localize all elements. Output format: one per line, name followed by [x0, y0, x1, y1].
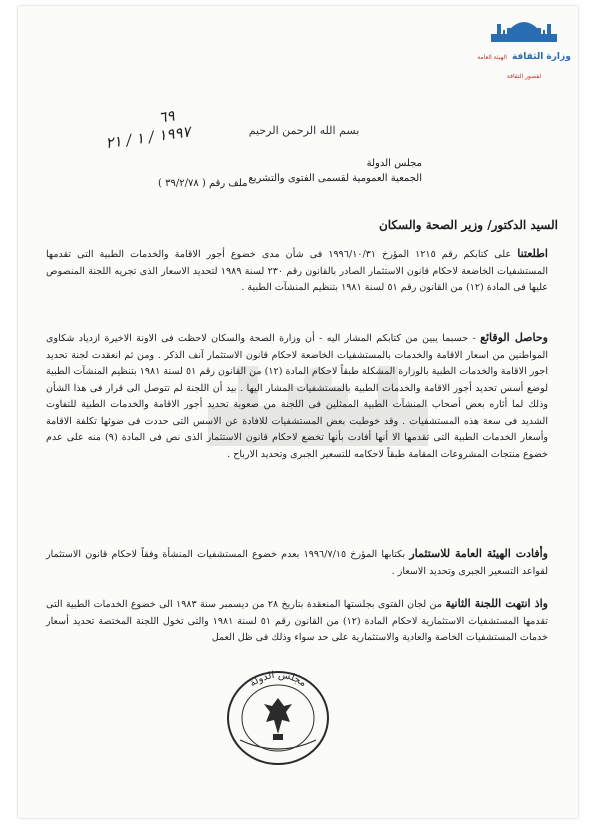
ministry-logo — [476, 18, 572, 80]
issuer-name: مجلس الدولة — [366, 158, 422, 169]
paragraph-body: من لجان الفتوى بجلستها المنعقدة بتاريخ ٢٨ من ديسمبر سنة ١٩٨٣ الى خضوع الخدمات الطبية التى تقدمها المستشفيات الاستثمارية لاحكام المادة (١٢) من القانون رقم ٥١ لسنة ١٩٨١ والتى تخول اللجنة المختصة تحديد أسعار خدمات المستشفيات الخاصة والعادية والاستثمارية على حد سواء وذلك فى ظل العمل — [46, 599, 548, 643]
file-label: ملف رقم — [208, 178, 248, 189]
logo-subtitle: الهيئة العامة لقصور الثقافة — [477, 54, 542, 80]
paragraph-lead: اطلعتنا — [517, 247, 548, 260]
paragraph-request — [46, 246, 548, 297]
letterhead — [248, 156, 422, 186]
paragraph-body: - حسبما يبين من كتابكم المشار اليه - أن وزارة الصحة والسكان لاحظت فى الاونة الاخيرة ازدياد شكاوى المواطنين من اسعار الاقامة والخدمات بالمستشفيات الخاضعة لاحكام قانون الاستثمار آنف الذكر . ومن ثم انعقدت لجنة تحديد اجور الاقامة والخدمات الطبية بالوزارة المشكلة طبقاً لاحكام المادة (١٢) من القانون رقم ٥١ لسنة ١٩٨١ بتنظيم المنشآت الطبية لوضع أسس تحديد أجور الاقامة والخدمات الطبية بالمستشفيات المشار اليها . بيد أن اللجنة لم تتوصل الى قرار فى هذا الشأن وذلك لما أثاره بعض أصحاب المنشآت الطبية الممثلين فى اللجنة من صعوبة تحديد أجور الاقامة والخدمات الطبية للتفاوت الشديد فى سعة هذه المستشفيات . وقد خوطبت بعض المستشفيات للافادة عن الاسس التى حددت فى ضوئها تكلفة الاقامة وأسعار الخدمات الطبية التى تقدمها الا أنها أفادت بأنها تخضع لاحكام قانون الاستثمار الذى نص فى المادة (٩) منه على عدم خضوع منتجات المشروعات المقامة طبقاً لاحكامه للتسعير الجبرى وتحديد الارباح . — [46, 333, 548, 460]
paragraph-body: على كتابكم رقم ١٢١٥ المؤرخ ١٩٩٦/١٠/٣١ فى شأن مدى خضوع أجور الاقامة والخدمات الطبية التى تقدمها المستشفيات الخاضعة لاحكام قانون الاستثمار الصادر بالقانون رقم ٢٣٠ لسنة ١٩٨٩ لتحديد الاسعار الذى تجريه اللجنة المنصوص عليها فى المادة (١٢) من القانون رقم ٥١ لسنة ١٩٨١ بتنظيم المنشآت الطبية . — [46, 249, 548, 293]
logo-title: وزارة الثقافة — [511, 52, 571, 62]
file-number: ( ٣٩/٢/٧٨ ) — [158, 178, 206, 189]
paragraph-facts — [46, 330, 548, 463]
paragraph-lead: وحاصل الوقائع — [480, 331, 548, 344]
building-icon — [489, 18, 559, 44]
file-reference — [158, 178, 247, 189]
paragraph-lead: واذ انتهت اللجنة الثانية — [445, 597, 548, 610]
svg-text:مجلس الدولة: مجلس الدولة — [247, 669, 309, 690]
paragraph-committee — [46, 596, 548, 647]
official-seal-stamp — [218, 662, 338, 770]
handwritten-date: ١٩٩٧ / ١ / ٢١ — [104, 122, 192, 153]
paragraph-body: بكتابها المؤرخ ١٩٩٦/٧/١٥ بعدم خضوع المستشفيات المنشأة وفقاً لاحكام قانون الاستثمار لقواعد التسعير الجبرى وتحديد الاسعار . — [46, 549, 548, 577]
salutation: السيد الدكتور/ وزير الصحة والسكان — [378, 218, 558, 232]
handwritten-annotation — [102, 100, 226, 156]
paragraph-lead: وأفادت الهيئة العامة للاستثمار — [409, 547, 548, 560]
handwritten-number: ٦٩ — [157, 106, 176, 127]
document-page — [18, 6, 578, 818]
basmala: بسم الله الرحمن الرحيم — [248, 124, 360, 137]
issuer-department: الجمعية العمومية لقسمى الفتوى والتشريع — [248, 173, 422, 184]
eagle-emblem-icon — [264, 698, 292, 740]
paragraph-investment-authority — [46, 546, 548, 580]
